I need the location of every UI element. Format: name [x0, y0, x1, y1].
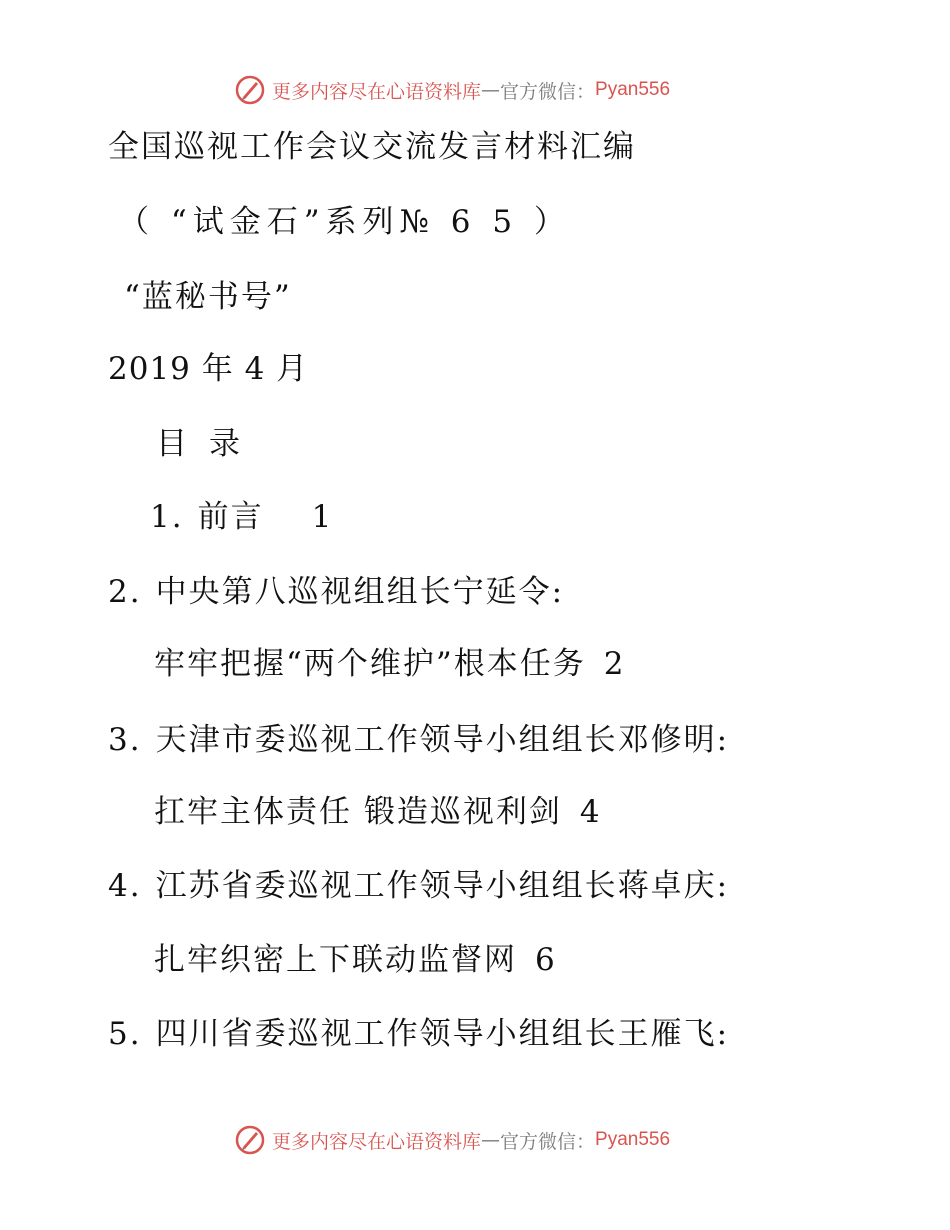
- toc-entry-number: 3.: [108, 722, 142, 758]
- watermark-dash: —: [481, 1129, 501, 1151]
- toc-entry-subtitle: 牢牢把握“两个维护”根本任务: [154, 646, 586, 682]
- toc-entry-number: 2.: [108, 574, 142, 610]
- toc-entry-number: 5.: [108, 1016, 142, 1052]
- toc-entry[interactable]: [108, 1014, 729, 1054]
- document-publisher: “蓝秘书号”: [124, 279, 292, 315]
- document-title: 全国巡视工作会议交流发言材料汇编: [108, 129, 636, 165]
- watermark-suffix: 官方微信：: [500, 80, 596, 103]
- toc-entry-page: 6: [535, 942, 557, 978]
- toc-entry-page: 1: [311, 499, 334, 535]
- watermark-dash: —: [481, 79, 501, 101]
- toc-entry-subtitle-line[interactable]: [154, 792, 602, 832]
- quill-logo-icon: [234, 74, 266, 106]
- toc-entry[interactable]: [108, 866, 729, 906]
- toc-entry-subtitle: 扛牢主体责任 锻造巡视利剑: [154, 794, 562, 830]
- toc-heading: 目录: [156, 426, 262, 462]
- toc-entry-page: 2: [603, 646, 626, 682]
- toc-entry-subtitle: 扎牢织密上下联动监督网: [154, 942, 517, 978]
- document-date: 2019 年 4 月: [108, 351, 309, 387]
- toc-entry-number: 1.: [150, 499, 184, 535]
- watermark-prefix: 更多内容尽在心语资料库: [272, 1130, 482, 1153]
- toc-entry-page: 4: [579, 794, 602, 830]
- footer-watermark: [234, 1123, 670, 1157]
- toc-entry[interactable]: [108, 572, 564, 612]
- toc-entry-title: 四川省委巡视工作领导小组组长王雁飞:: [155, 1016, 730, 1052]
- toc-entry-subtitle-line[interactable]: [154, 644, 625, 684]
- watermark-prefix: 更多内容尽在心语资料库: [272, 80, 482, 103]
- toc-entry-number: 4.: [108, 868, 142, 904]
- toc-entry-title: 江苏省委巡视工作领导小组组长蒋卓庆:: [155, 868, 730, 904]
- toc-entry[interactable]: [150, 497, 333, 537]
- toc-entry-title: 天津市委巡视工作领导小组组长邓修明:: [155, 722, 730, 758]
- watermark-id: Pyan556: [595, 79, 671, 100]
- document-series: （ “试金石”系列№ 6 5 ）: [118, 204, 571, 240]
- toc-entry-subtitle-line[interactable]: [154, 940, 557, 980]
- toc-entry-title: 前言: [197, 499, 264, 535]
- header-watermark: [234, 73, 670, 107]
- watermark-id: Pyan556: [595, 1129, 671, 1150]
- watermark-suffix: 官方微信：: [500, 1130, 596, 1153]
- quill-logo-icon: [234, 1124, 266, 1156]
- toc-entry[interactable]: [108, 720, 729, 760]
- toc-entry-title: 中央第八巡视组组长宁延令:: [155, 574, 565, 610]
